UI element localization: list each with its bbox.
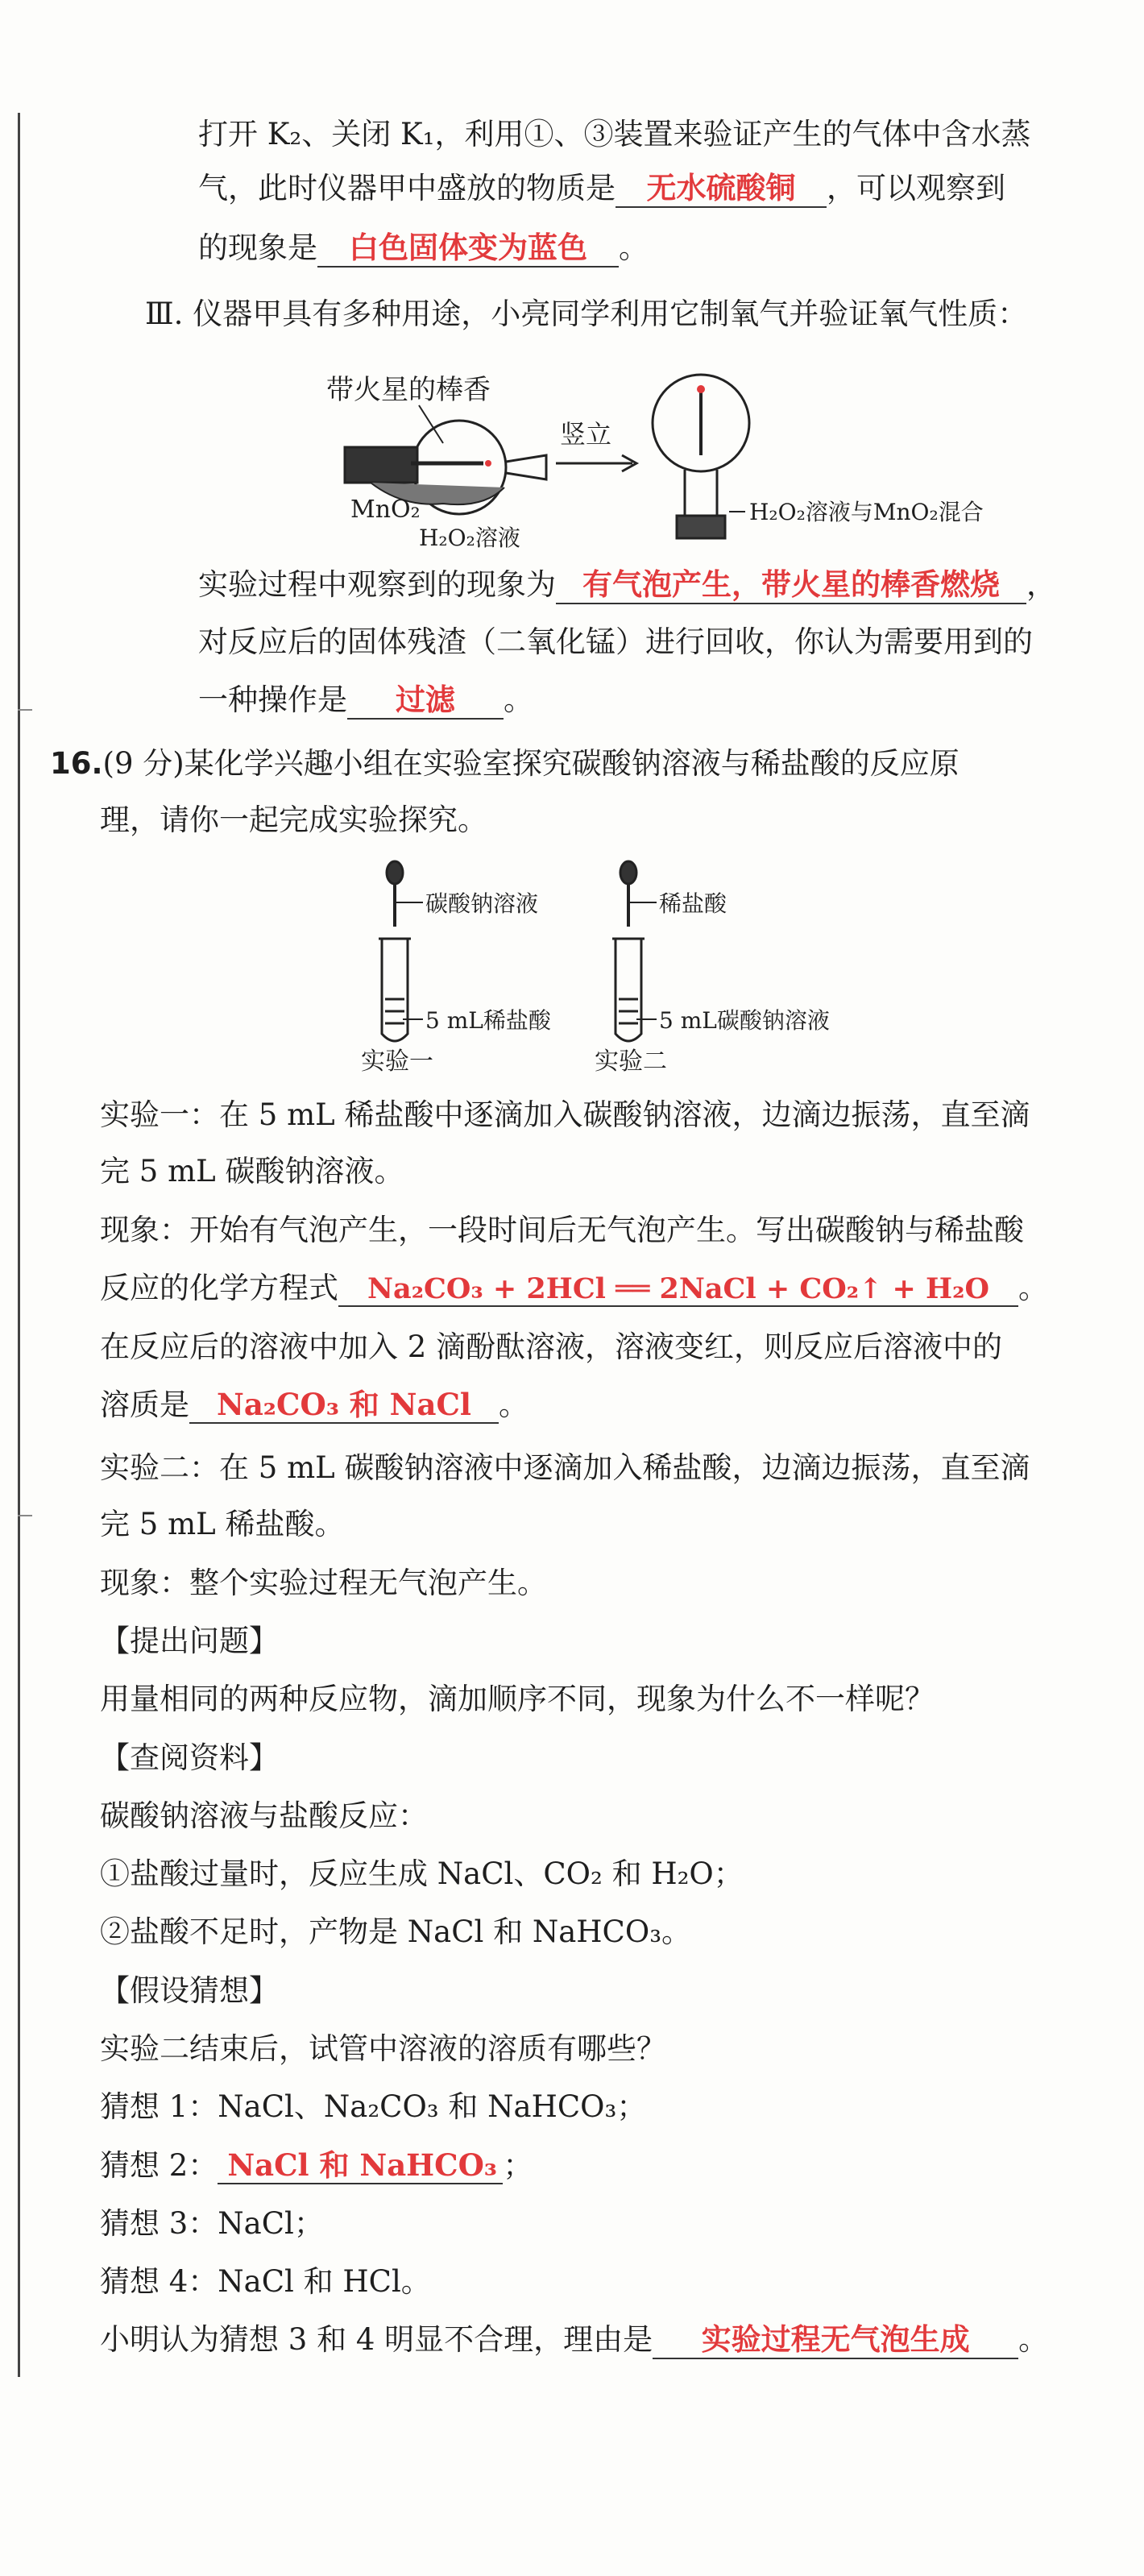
q16-line-2: 理，请你一起完成实验探究。 (100, 803, 487, 837)
answer-guess-2: NaCl 和 NaHCO₃ (218, 2148, 503, 2184)
q15-line-4 (198, 567, 1056, 604)
answer-chemical-equation: Na₂CO₃ + 2HCl ══ 2NaCl + CO₂↑ + H₂O (338, 1273, 1018, 1307)
question-line: 用量相同的两种反应物，滴加顺序不同，现象为什么不一样呢？ (100, 1682, 935, 1716)
q15-line-4-tail: ， (1026, 567, 1056, 602)
margin-tick (18, 1515, 32, 1516)
q15-line-3-text: 的现象是 (198, 230, 317, 265)
reason-line (100, 2322, 1048, 2359)
label-exp2-tube: 5 mL碳酸钠溶液 (659, 1007, 830, 1034)
phen1-line-b (100, 1271, 1048, 1307)
exp2-line-a: 实验二：在 5 mL 碳酸钠溶液中逐滴加入稀盐酸，边滴边振荡，直至滴 (100, 1450, 1030, 1485)
q15-line-6 (198, 682, 533, 720)
phen1-line-a: 现象：开始有气泡产生，一段时间后无气泡产生。写出碳酸钠与稀盐酸 (100, 1213, 1024, 1247)
phen1-line-d (100, 1388, 528, 1424)
label-glowing-incense: 带火星的棒香 (326, 374, 491, 406)
info-line-1: ①盐酸过量时，反应生成 NaCl、CO₂ 和 H₂O； (100, 1856, 744, 1891)
phen1-line-c: 在反应后的溶液中加入 2 滴酚酞溶液，溶液变红，则反应后溶液中的 (100, 1329, 1003, 1364)
answer-white-to-blue: 白色固体变为蓝色 (317, 231, 619, 268)
guess-4: 猜想 4：NaCl 和 HCl。 (100, 2264, 431, 2299)
q15-line-2-tail: ，可以观察到 (827, 171, 1005, 205)
q15-part-3: Ⅲ. 仪器甲具有多种用途，小亮同学利用它制氧气并验证氧气性质： (145, 297, 1028, 331)
guess-question: 实验二结束后，试管中溶液的溶质有哪些？ (100, 2031, 666, 2066)
reason-text: 小明认为猜想 3 和 4 明显不合理，理由是 (100, 2322, 653, 2357)
answer-anhydrous-cuso4: 无水硫酸铜 (616, 172, 827, 208)
label-stand-upright: 竖立 (560, 419, 612, 450)
guess-2-tail: ； (503, 2148, 533, 2183)
phen2-line: 现象：整个实验过程无气泡产生。 (100, 1566, 547, 1600)
caption-exp1: 实验一 (361, 1047, 433, 1076)
heading-guess: 【假设猜想】 (100, 1973, 279, 2008)
guess-2-text: 猜想 2： (100, 2148, 218, 2183)
guess-3: 猜想 3：NaCl； (100, 2206, 324, 2241)
experiment-1-setup (379, 861, 423, 1041)
label-exp1-tube: 5 mL稀盐酸 (425, 1007, 551, 1034)
info-line-0: 碳酸钠溶液与盐酸反应： (100, 1798, 428, 1833)
oxygen-apparatus-diagram (322, 367, 1031, 552)
heading-question: 【提出问题】 (100, 1624, 279, 1658)
margin-tick (18, 709, 32, 711)
two-experiments-diagram (346, 858, 878, 1076)
guess-2 (100, 2148, 533, 2184)
q15-line-3 (198, 230, 649, 268)
label-h2o2-mno2-mixture: H₂O₂溶液与MnO₂混合 (749, 499, 984, 525)
phen1-line-b-tail: 。 (1018, 1271, 1048, 1305)
exp2-line-b: 完 5 mL 稀盐酸。 (100, 1507, 345, 1541)
heading-info: 【查阅资料】 (100, 1740, 279, 1775)
q15-line-6-text: 一种操作是 (198, 682, 347, 717)
upright-flask (653, 375, 749, 538)
label-exp2-dropper: 稀盐酸 (659, 890, 727, 917)
reason-tail: 。 (1018, 2322, 1049, 2357)
phen1-line-d-text: 溶质是 (100, 1388, 189, 1422)
label-mno2: MnO₂ (350, 496, 421, 524)
question-score: (9 分) (102, 746, 184, 781)
phen1-line-d-tail: 。 (499, 1388, 528, 1422)
label-exp1-dropper: 碳酸钠溶液 (425, 890, 539, 917)
answer-bubbles-incense-burns: 有气泡产生，带火星的棒香燃烧 (556, 568, 1026, 604)
margin-line (18, 113, 20, 2377)
question-number: 16. (50, 746, 103, 781)
q15-line-3-tail: 。 (619, 230, 649, 265)
q15-line-2-text: 气，此时仪器甲中盛放的物质是 (198, 171, 616, 205)
answer-filtration: 过滤 (347, 683, 504, 720)
caption-exp2: 实验二 (595, 1047, 667, 1076)
label-h2o2-solution: H₂O₂溶液 (419, 525, 520, 551)
exp1-line-a: 实验一：在 5 mL 稀盐酸中逐滴加入碳酸钠溶液，边滴边振荡，直至滴 (100, 1097, 1030, 1132)
q16-line-1 (50, 746, 960, 782)
exp1-line-b: 完 5 mL 碳酸钠溶液。 (100, 1154, 404, 1188)
q15-line-5: 对反应后的固体残渣（二氧化锰）进行回收，你认为需要用到的 (198, 624, 1033, 659)
q15-line-1: 打开 K₂、关闭 K₁，利用①、③装置来验证产生的气体中含水蒸 (198, 117, 1031, 151)
q16-stem: 某化学兴趣小组在实验室探究碳酸钠溶液与稀盐酸的反应原 (184, 746, 960, 781)
q15-line-2 (198, 171, 1005, 208)
guess-1: 猜想 1：NaCl、Na₂CO₃ 和 NaHCO₃； (100, 2089, 647, 2124)
q15-line-6-tail: 。 (504, 682, 533, 717)
q15-line-4-text: 实验过程中观察到的现象为 (198, 567, 556, 602)
answer-solutes: Na₂CO₃ 和 NaCl (189, 1388, 499, 1424)
experiment-2-setup (612, 861, 657, 1041)
info-line-2: ②盐酸不足时，产物是 NaCl 和 NaHCO₃。 (100, 1914, 692, 1949)
phen1-line-b-text: 反应的化学方程式 (100, 1271, 338, 1305)
answer-reason: 实验过程无气泡生成 (653, 2323, 1018, 2359)
